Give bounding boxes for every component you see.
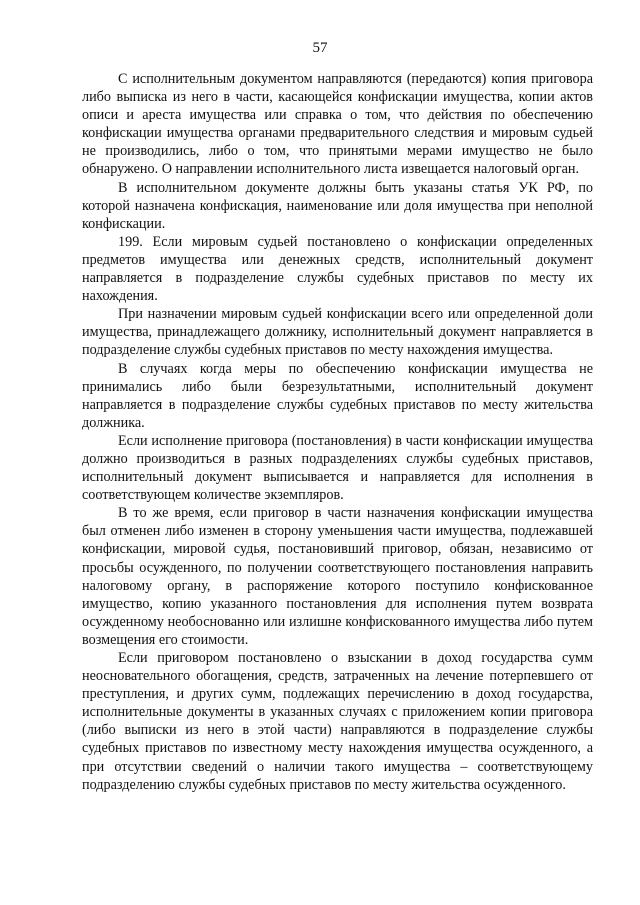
document-body — [82, 70, 593, 794]
paragraph-state-revenue: Если приговором постановлено о взыскании в доход государства сумм неосновательного обогащения, средств, затраченных на лечение потерпевшего от преступления, и других сумм, подлежащих перечислению в доход государства, исполнительные документы в указанных случаях с приложением копии приговора (либо выписки из него в этой части) направляются в подразделение службы судебных приставов по известному месту нахождения имущества осужденного, а при отсутствии сведений о наличии такого имущества – соответствующему подразделению службы судебных приставов по месту жительства осужденного. — [82, 650, 593, 793]
paragraph-multiple-divisions: Если исполнение приговора (постановления) в части конфискации имущества должно производиться в разных подразделениях службы судебных приставов, исполнительный документ выписывается и направляется для исполнения в соответствующем количестве экземпляров. — [82, 432, 593, 504]
paragraph-item-199: 199. Если мировым судьей постановлено о конфискации определенных предметов имущества или денежных средств, исполнительный документ направляется в подразделение службы судебных приставов по месту их нахождения. — [82, 233, 593, 305]
paragraph-no-measures: В случаях когда меры по обеспечению конфискации имущества не принимались либо были безрезультатными, исполнительный документ направляется в подразделение службы судебных приставов по месту жительства должника. — [82, 360, 593, 431]
page-number: 57 — [312, 40, 328, 56]
paragraph-share-of-property: При назначении мировым судьей конфискации всего или определенной доли имущества, принадлежащего должнику, исполнительный документ направляется в подразделение службы судебных приставов по месту нахождения имущества. — [82, 306, 593, 359]
paragraph-sentence-cancelled: В то же время, если приговор в части назначения конфискации имущества был отменен либо изменен в сторону уменьшения части имущества, подлежавшей конфискации, мировой судья, постановивший приговор, обязан, независимо от просьбы осужденного, по получении соответствующего постановления направить налоговому органу, в распоряжение которого поступило конфискованное имущество, копию указанного постановления для исполнения путем возврата осужденному необоснованно или излишне конфискованного имущества либо путем возмещения его стоимости. — [82, 505, 593, 648]
paragraph-article-reference: В исполнительном документе должны быть указаны статья УК РФ, по которой назначена конфискация, наименование или доля имущества при неполной конфискации. — [82, 179, 593, 232]
paragraph-copy-of-sentence: С исполнительным документом направляются (передаются) копия приговора либо выписка из него в части, касающейся конфискации имущества, копии актов описи и ареста имущества или справка о том, что действия по обеспечению конфискации имущества органами предварительного следствия и мировым судьей не производились, либо о том, что принятыми мерами имущество не было обнаружено. О направлении исполнительного листа извещается налоговый орган. — [82, 71, 593, 178]
